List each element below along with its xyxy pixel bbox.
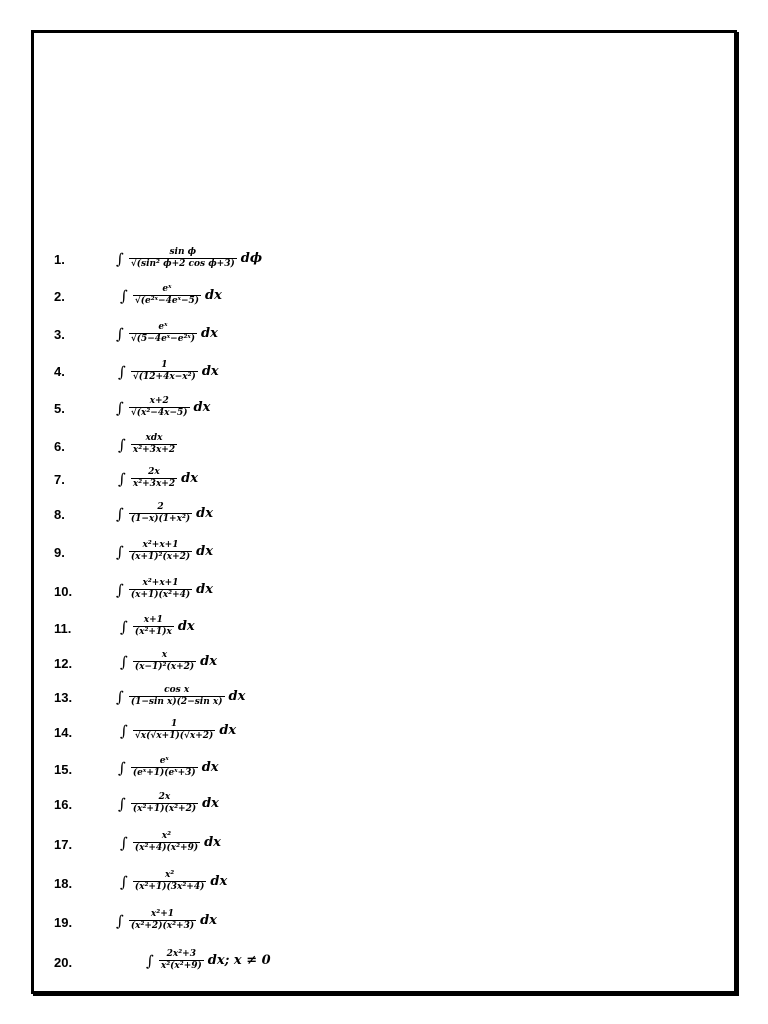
problem-expression [120,615,195,638]
denominator: (x²+1)(3x²+4) [134,882,205,892]
integral-sign: ∫ [146,951,154,970]
problem-expression [116,578,213,601]
differential: dx [201,326,218,341]
integral-sign: ∫ [120,872,128,891]
problem-number: 7. [54,472,65,487]
integral-sign: ∫ [116,911,124,930]
denominator: √(x²−4x−5) [130,408,188,418]
problem-expression [116,396,210,419]
differential: dx [204,835,221,850]
numerator: 2 [157,502,164,512]
problem-number: 15. [54,762,73,777]
numerator: x²+1 [150,909,175,919]
numerator: 1 [170,719,178,729]
numerator: eˣ [159,756,169,766]
differential: dx [196,506,213,521]
numerator: 2x²+3 [166,949,196,959]
denominator: √(e²ˣ−4eˣ−5) [134,296,200,306]
denominator: (x²+1)x [134,627,172,637]
denominator: (1−x)(1+x²) [130,514,191,524]
differential: dx [196,582,213,597]
denominator: x²+3x+2 [132,445,176,455]
numerator: x²+x+1 [142,578,179,588]
problem-expression [118,792,219,815]
integral-sign: ∫ [120,721,128,740]
denominator: x²(x²+9) [160,961,202,971]
numerator: x [161,650,168,660]
integral-sign: ∫ [116,398,124,417]
problem-number: 1. [54,252,65,267]
integral-sign: ∫ [116,687,124,706]
problem-number: 17. [54,837,73,852]
problem-number: 16. [54,797,73,812]
differential: dx [205,288,222,303]
problem-expression [118,360,219,383]
integral-sign: ∫ [116,542,124,561]
numerator: x²+x+1 [142,540,179,550]
problem-number: 18. [54,876,73,891]
problem-number: 20. [54,955,73,970]
problem-expression [116,685,245,708]
denominator: (x−1)²(x+2) [134,662,195,672]
differential: dx [228,689,246,704]
numerator: x+1 [143,615,163,625]
differential: dx [202,796,219,811]
denominator: (x²+4)(x²+9) [134,843,199,853]
numerator: x² [164,870,175,880]
integral-sign: ∫ [118,435,126,454]
problem-expression [120,284,222,307]
problem-number: 12. [54,656,73,671]
differential: dx [201,760,219,775]
integral-sign: ∫ [120,652,128,671]
differential: dx [181,471,198,486]
numerator: 2x [148,467,160,477]
integral-sign: ∫ [118,469,126,488]
denominator: √(5−4eˣ−e²ˣ) [130,334,196,344]
differential: dx [196,544,213,559]
differential: dx [200,913,217,928]
denominator: x²+3x+2 [132,479,176,489]
denominator: (1−sin x)(2−sin x) [130,697,223,707]
numerator: x² [161,831,172,841]
numerator: 2x [158,792,171,802]
problem-expression [118,467,198,490]
integral-sign: ∫ [120,617,128,636]
problem-number: 14. [54,725,73,740]
problem-number: 3. [54,327,65,342]
integral-sign: ∫ [118,758,126,777]
problem-number: 10. [54,584,73,599]
numerator: xdx [145,433,163,443]
problem-expression [116,322,218,345]
problem-expression [116,502,213,525]
problem-expression [120,650,217,673]
differential: dx [201,364,219,379]
integral-sign: ∫ [116,580,124,599]
denominator: √(sin² ϕ+2 cos ϕ+3) [130,259,235,269]
integral-sign: ∫ [120,833,128,852]
denominator: (x²+1)(x²+2) [132,804,197,814]
problem-expression [116,247,262,270]
integral-sign: ∫ [116,324,124,343]
differential: dx [177,619,195,634]
denominator: √x(√x+1)(√x+2) [134,731,214,741]
problem-number: 11. [54,621,72,636]
problem-expression [120,870,227,893]
numerator: cos x [164,685,190,695]
problem-number: 8. [54,507,65,522]
problem-number: 13. [54,690,73,705]
differential: dx [200,654,217,669]
problem-number: 6. [54,439,65,454]
numerator: sin ϕ [169,247,197,257]
differential: dx [210,874,228,889]
problem-expression [146,949,271,972]
differential: dx [219,723,237,738]
problem-expression [116,909,217,932]
problem-number: 2. [54,289,65,304]
integral-sign: ∫ [116,249,124,268]
integral-sign: ∫ [120,286,128,305]
differential: dϕ [240,251,263,266]
integral-sign: ∫ [118,794,126,813]
denominator: (eˣ+1)(eˣ+3) [132,768,196,778]
denominator: (x+1)(x²+4) [130,590,191,600]
problem-expression [120,719,236,742]
numerator: eˣ [162,284,172,294]
problem-number: 9. [54,545,65,560]
denominator: (x+1)²(x+2) [130,552,191,562]
numerator: x+2 [149,396,169,406]
differential: dx [193,400,211,415]
problem-number: 4. [54,364,65,379]
differential: dx; x ≠ 0 [207,953,271,968]
denominator: √(12+4x−x²) [132,372,196,382]
integral-sign: ∫ [116,504,124,523]
problem-expression [116,540,213,563]
integral-sign: ∫ [118,362,126,381]
numerator: 1 [161,360,168,370]
denominator: (x²+2)(x²+3) [130,921,195,931]
problem-expression [118,756,219,779]
problem-expression [120,831,221,854]
problem-expression [118,433,181,456]
problem-number: 5. [54,401,65,416]
numerator: eˣ [158,322,168,332]
problem-number: 19. [54,915,73,930]
